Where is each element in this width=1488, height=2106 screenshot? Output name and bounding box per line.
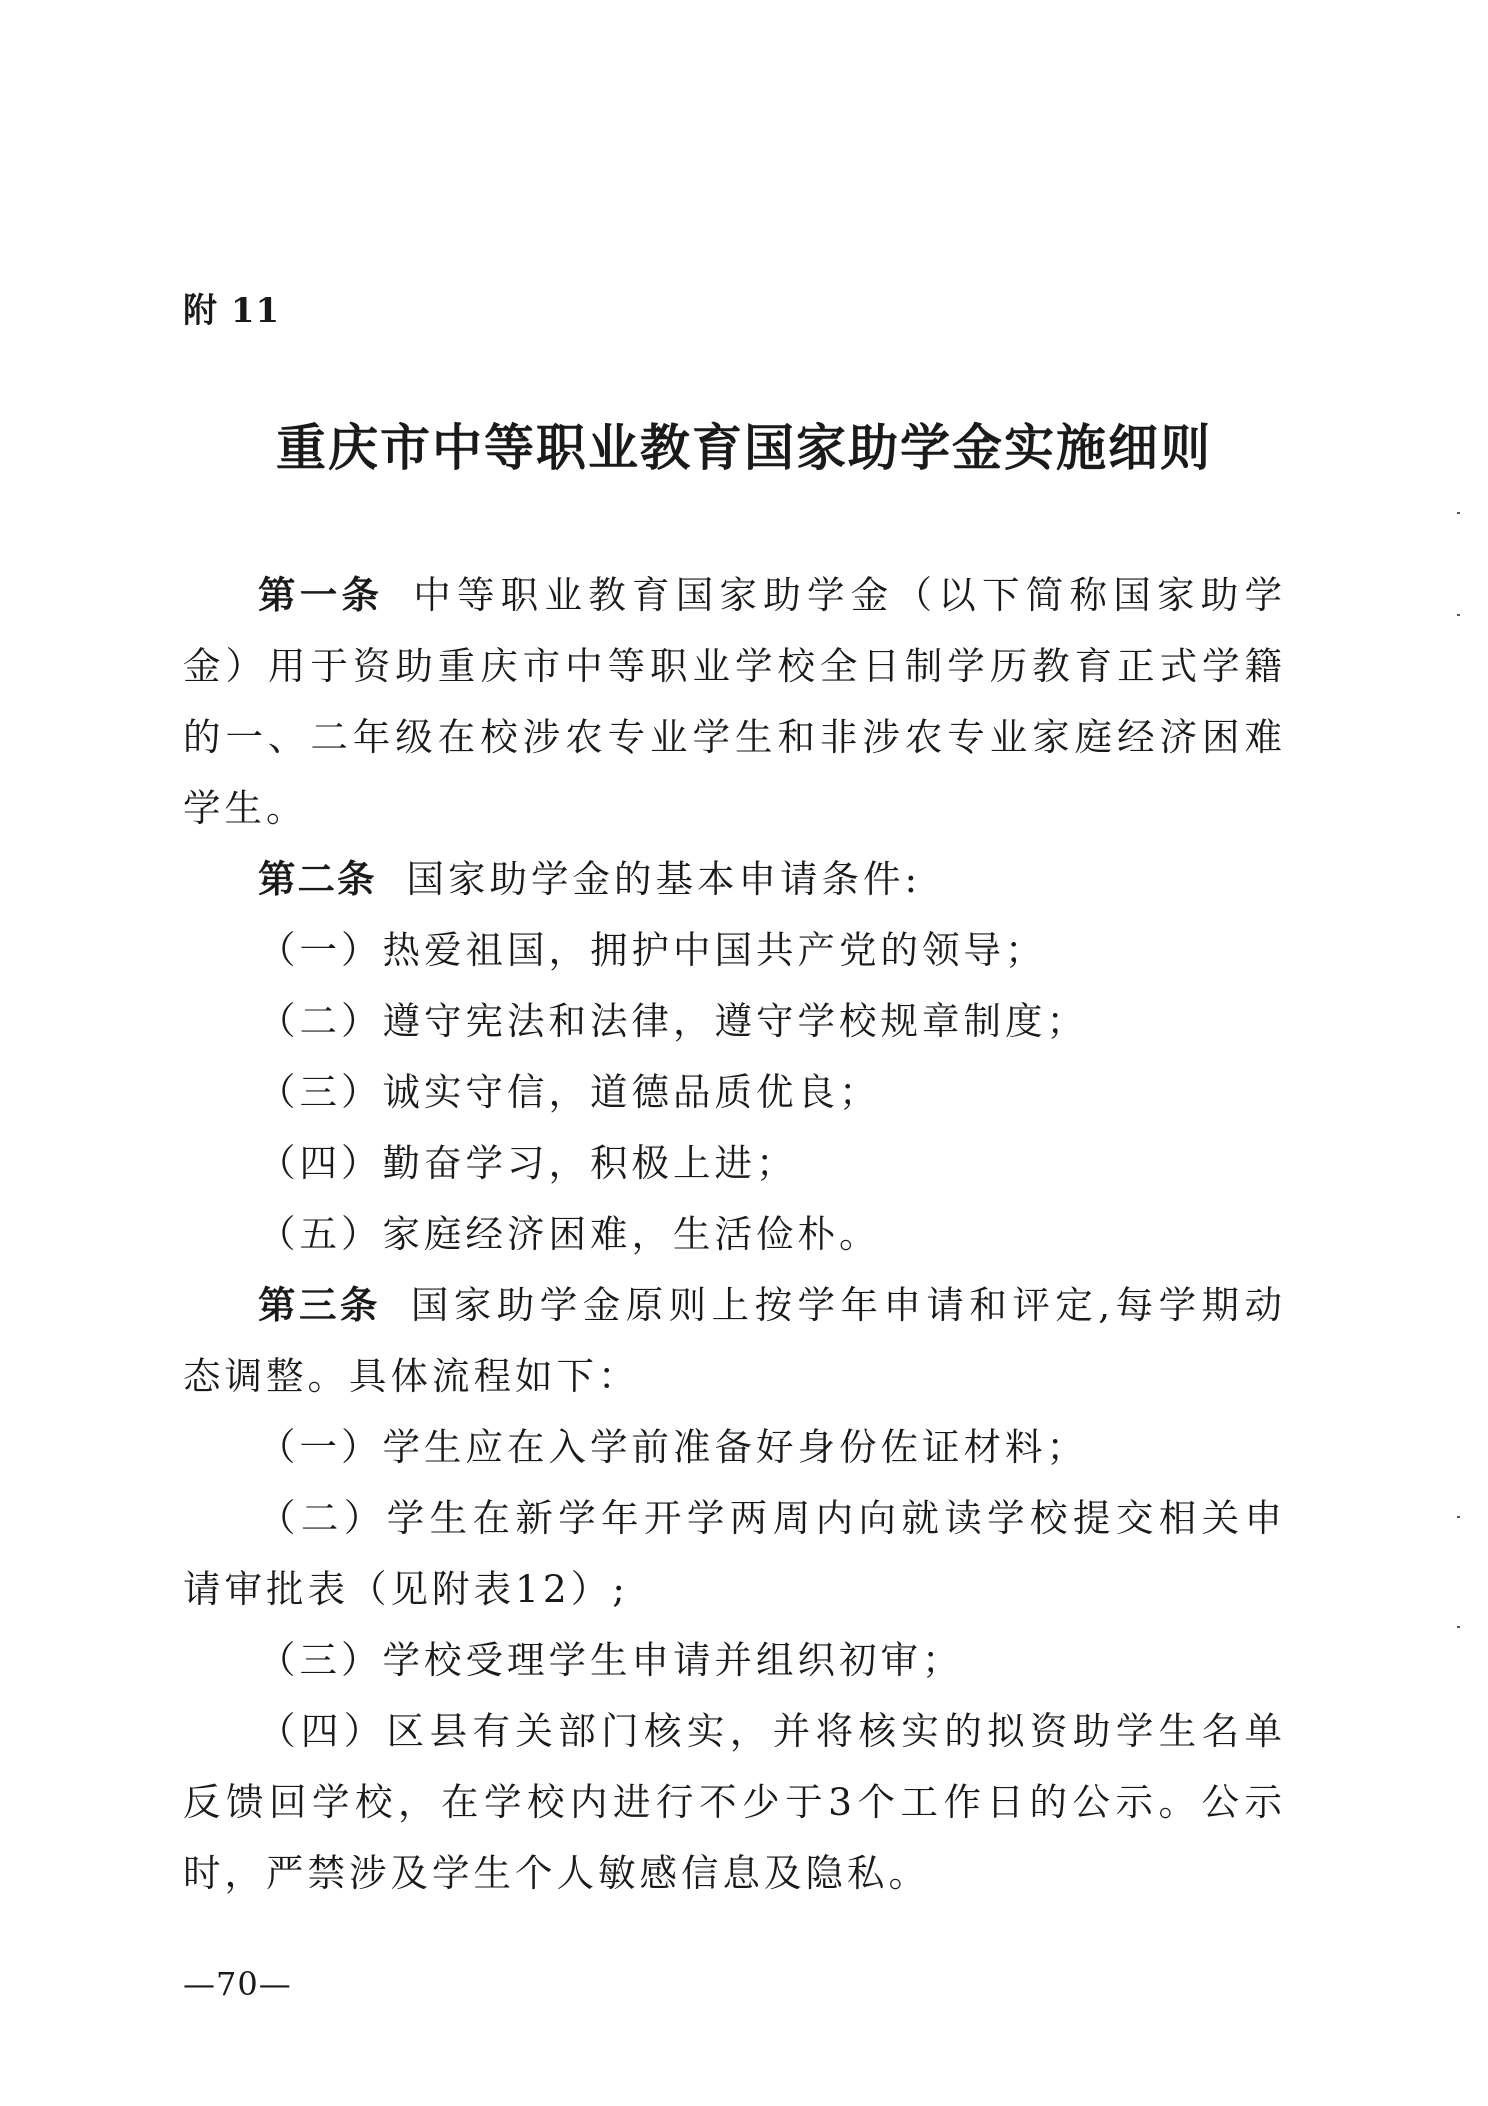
article-2-item: （五）家庭经济困难，生活俭朴。 xyxy=(258,1212,881,1256)
document-body xyxy=(183,560,1286,1909)
article-3-item: （一）学生应在入学前准备好身份佐证材料； xyxy=(258,1425,1088,1469)
margin-mark xyxy=(1457,1626,1460,1628)
article-1-text: 中等职业教育国家助学金（以下简称国家助学金）用于资助重庆市中等职业学校全日制学历教育正式学籍的一、二年级在校涉农专业学生和非涉农专业家庭经济困难学生。 xyxy=(183,573,1286,830)
attachment-label: 附 11 xyxy=(183,291,281,331)
document-title: 重庆市中等职业教育国家助学金实施细则 xyxy=(276,418,1212,477)
article-2-head: 第二条 xyxy=(258,857,377,901)
margin-mark xyxy=(1457,512,1460,514)
article-3-item: （三）学校受理学生申请并组织初审； xyxy=(258,1638,964,1682)
article-2 xyxy=(183,844,1286,915)
article-3-item: （四）区县有关部门核实，并将核实的拟资助学生名单反馈回学校，在学校内进行不少于3个工作日的公示。公示时，严禁涉及学生个人敏感信息及隐私。 xyxy=(183,1709,1286,1895)
margin-mark xyxy=(1457,1516,1460,1518)
article-2-item: （三）诚实守信，道德品质优良； xyxy=(258,1070,881,1114)
margin-mark xyxy=(1457,614,1460,616)
article-2-text: 国家助学金的基本申请条件: xyxy=(406,857,922,901)
article-3-head: 第三条 xyxy=(258,1283,381,1327)
page-number: —70— xyxy=(183,1965,292,2003)
article-1 xyxy=(183,560,1286,844)
article-3-item: （二）学生在新学年开学两周内向就读学校提交相关申请审批表（见附表12）; xyxy=(183,1496,1286,1611)
article-3-text: 国家助学金原则上按学年申请和评定,每学期动态调整。具体流程如下： xyxy=(183,1283,1287,1398)
article-1-head: 第一条 xyxy=(258,573,384,617)
article-2-item: （一）热爱祖国，拥护中国共产党的领导； xyxy=(258,928,1047,972)
article-3 xyxy=(183,1270,1286,1412)
article-2-item: （二）遵守宪法和法律，遵守学校规章制度； xyxy=(258,999,1088,1043)
article-2-item: （四）勤奋学习，积极上进； xyxy=(258,1141,798,1185)
